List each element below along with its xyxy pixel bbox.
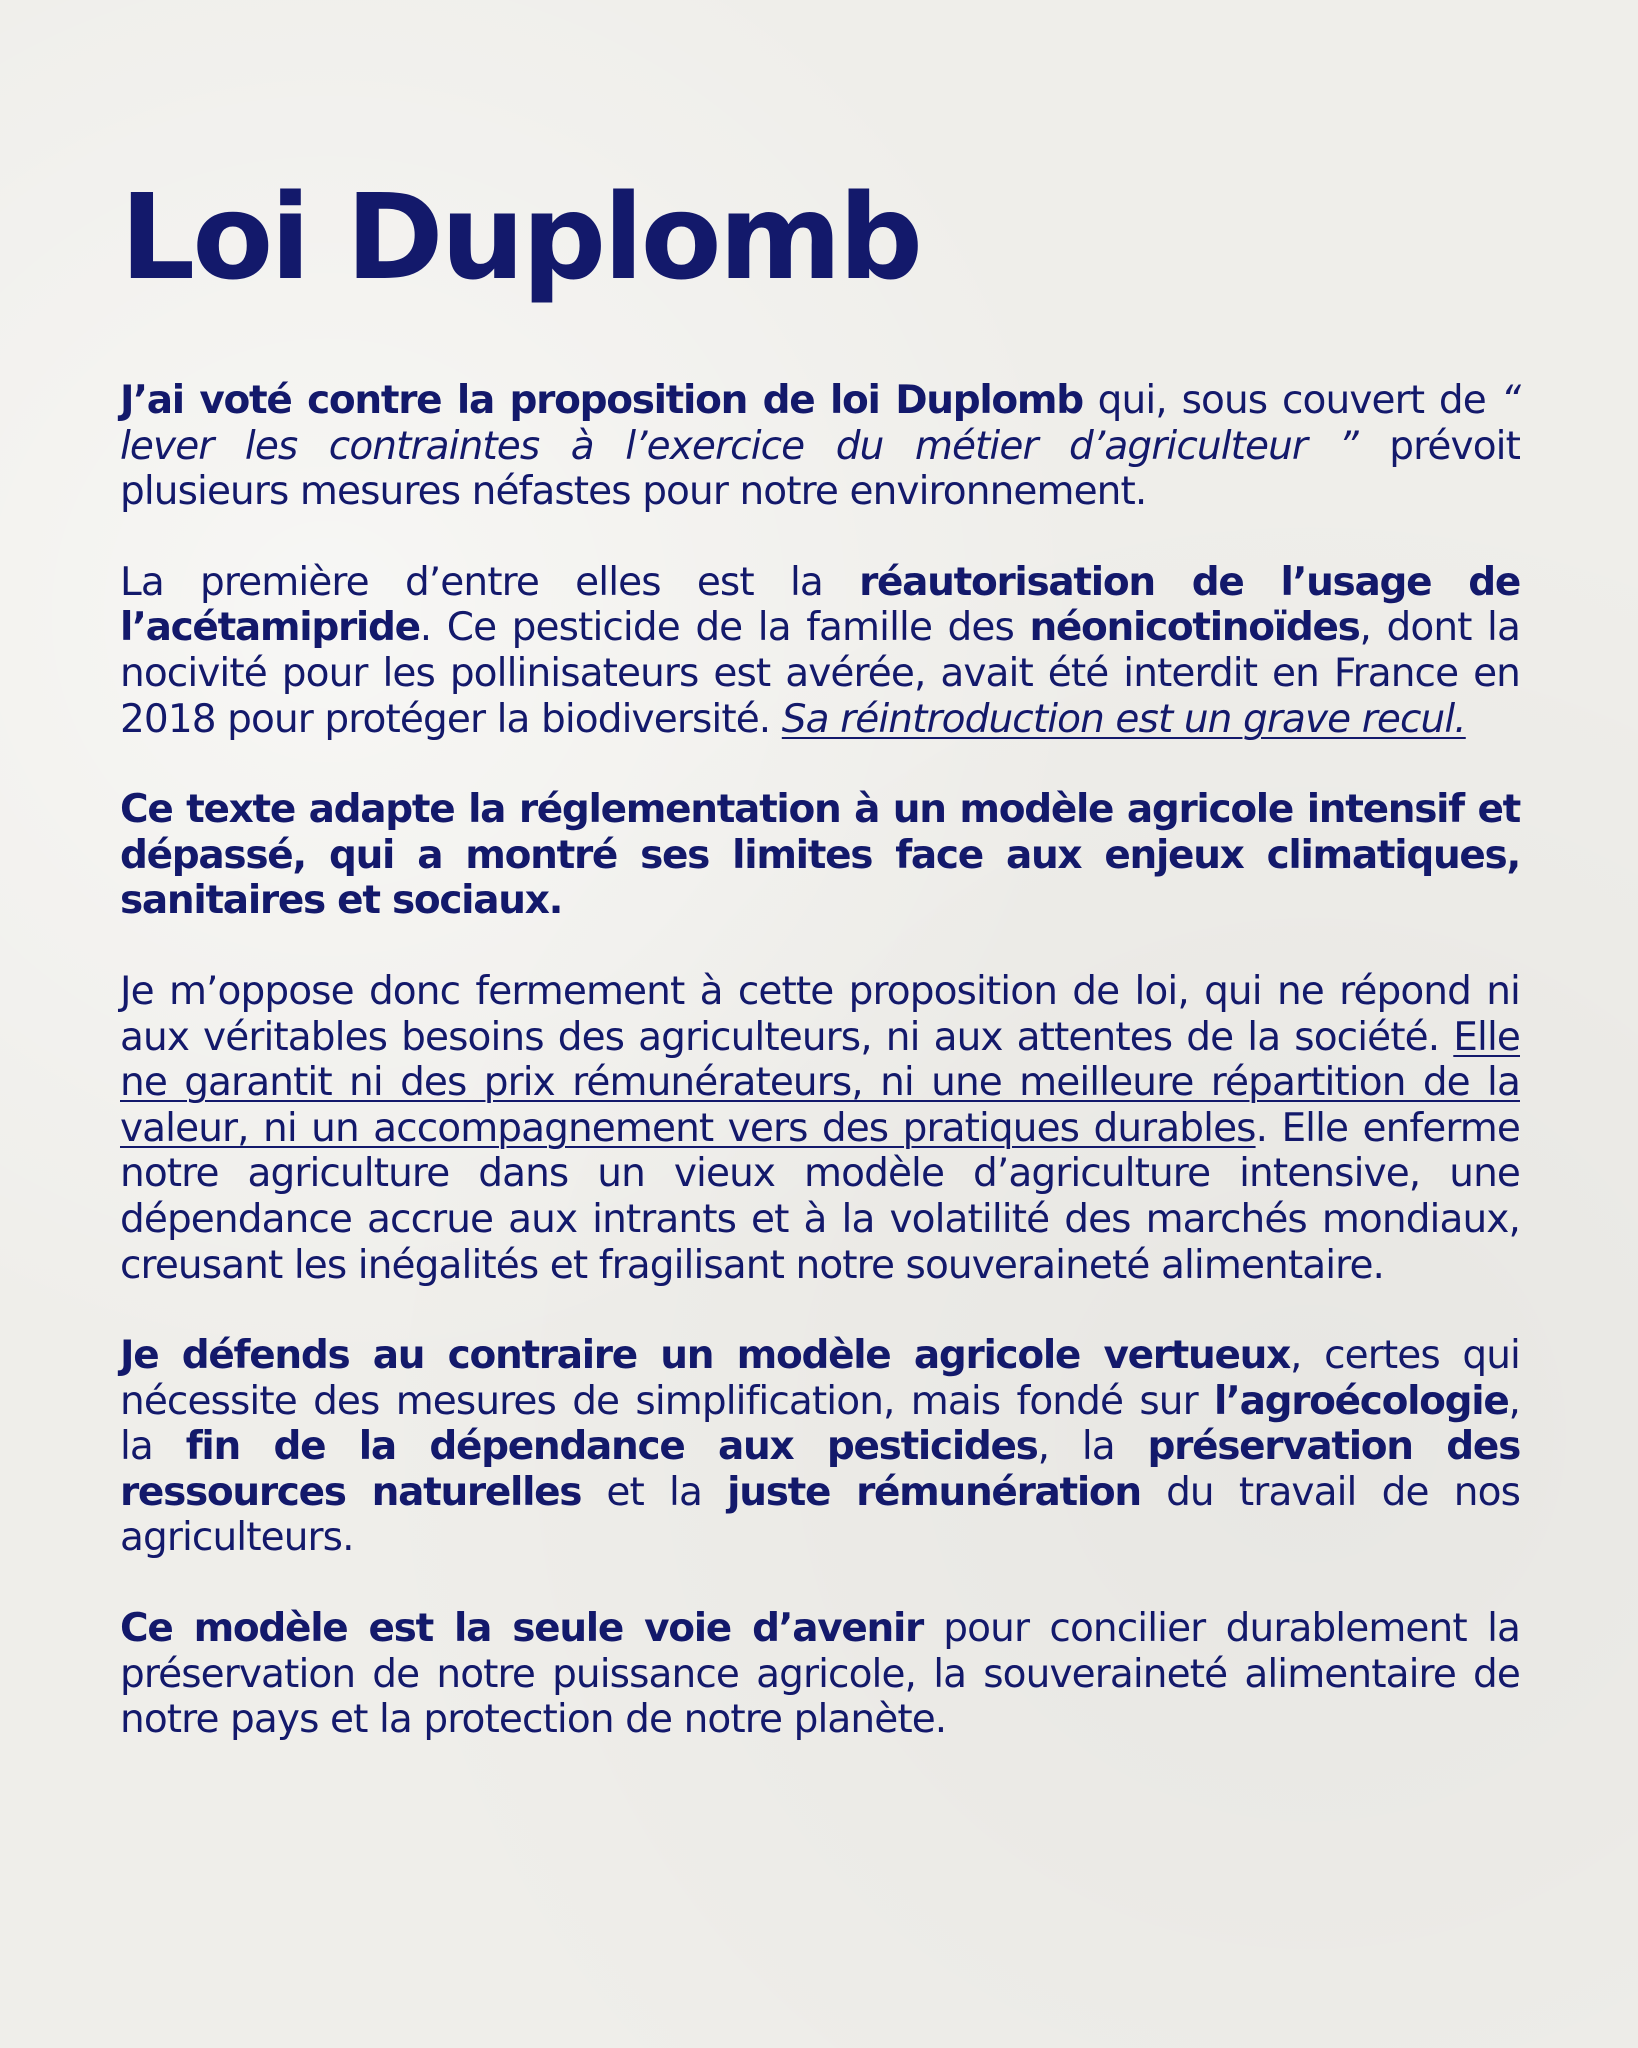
body-text: La première d’entre elles est la <box>120 559 860 605</box>
paragraph-virtuous-model <box>120 1333 1520 1561</box>
quote-text: “ lever les contraintes à l’exercice du métier d’agriculteur ” <box>120 378 1520 469</box>
page-title: Loi Duplomb <box>120 168 921 306</box>
bold-text: Ce texte adapte la réglementation à un modèle agricole intensif et dépassé, qui a montré ses limites face aux enjeux climatiques, sanitaires et sociaux. <box>120 787 1520 924</box>
document <box>120 168 1521 1788</box>
bold-text: juste rémunération <box>727 1469 1141 1515</box>
italic-underlined-text <box>782 697 1466 742</box>
body-text: et la <box>581 1469 728 1515</box>
body-text: qui, sous couvert de <box>1082 378 1501 423</box>
bold-text: l’agroécologie <box>1213 1378 1509 1424</box>
bold-text: Je défends au contraire un modèle agricole vertueux <box>120 1333 1290 1379</box>
underlined-text: Elle ne garantit ni des prix rémunérateurs, ni une meilleure répartition de la valeur, ni un accompagnement vers des pratiques durables <box>120 1014 1520 1151</box>
paragraph-opposition <box>120 969 1520 1288</box>
bold-text: néonicotinoïdes <box>1029 605 1360 651</box>
paragraph-intensive-model <box>120 787 1520 924</box>
body-text: pour concilier durablement la préservation de notre puissance agricole, la souveraineté alimentaire de notre pays et la protection de notre planète. <box>120 1606 1521 1743</box>
underlined-text: Sa réintroduction est un grave recul. <box>781 696 1466 742</box>
paragraph-acetamipride <box>120 560 1520 742</box>
body-text: , la <box>120 1378 1520 1470</box>
bold-text: réautorisation de l’usage de l’acétamipride <box>120 559 1520 651</box>
body-text: Je m’oppose donc fermement à cette proposition de loi, qui ne répond ni aux véritables besoins des agriculteurs, ni aux attentes de la société. <box>120 968 1520 1060</box>
bold-text: préservation des ressources naturelles <box>120 1424 1520 1515</box>
bold-text: fin de la dépendance aux pesticides <box>185 1424 1038 1470</box>
body-text: , dont la nocivité pour les pollinisateurs est avérée, avait été interdit en France en 2018 pour protéger la biodiversité. <box>120 605 1520 742</box>
body-text: . Elle enferme notre agriculture dans un vieux modèle d’agriculture intensive, une dépendance accrue aux intrants et à la volatilité des marchés mondiaux, creusant les inégalités et fragilisant notre souveraineté alimentaire. <box>120 1105 1520 1288</box>
bold-text: Ce modèle est la seule voie d’avenir <box>120 1606 923 1652</box>
body-text: prévoit plusieurs mesures néfastes pour notre environnement. <box>120 423 1520 515</box>
body-text: . Ce pesticide de la famille des <box>419 605 1030 651</box>
body-text: , la <box>1037 1424 1148 1470</box>
paragraph-future <box>120 1606 1520 1743</box>
body-text: , certes qui nécessite des mesures de simplification, mais fondé sur <box>120 1333 1520 1424</box>
paragraph-vote <box>120 378 1520 515</box>
bold-text: J’ai voté contre la proposition de loi Duplomb <box>120 378 1083 423</box>
body-text: du travail de nos agriculteurs. <box>120 1469 1520 1561</box>
